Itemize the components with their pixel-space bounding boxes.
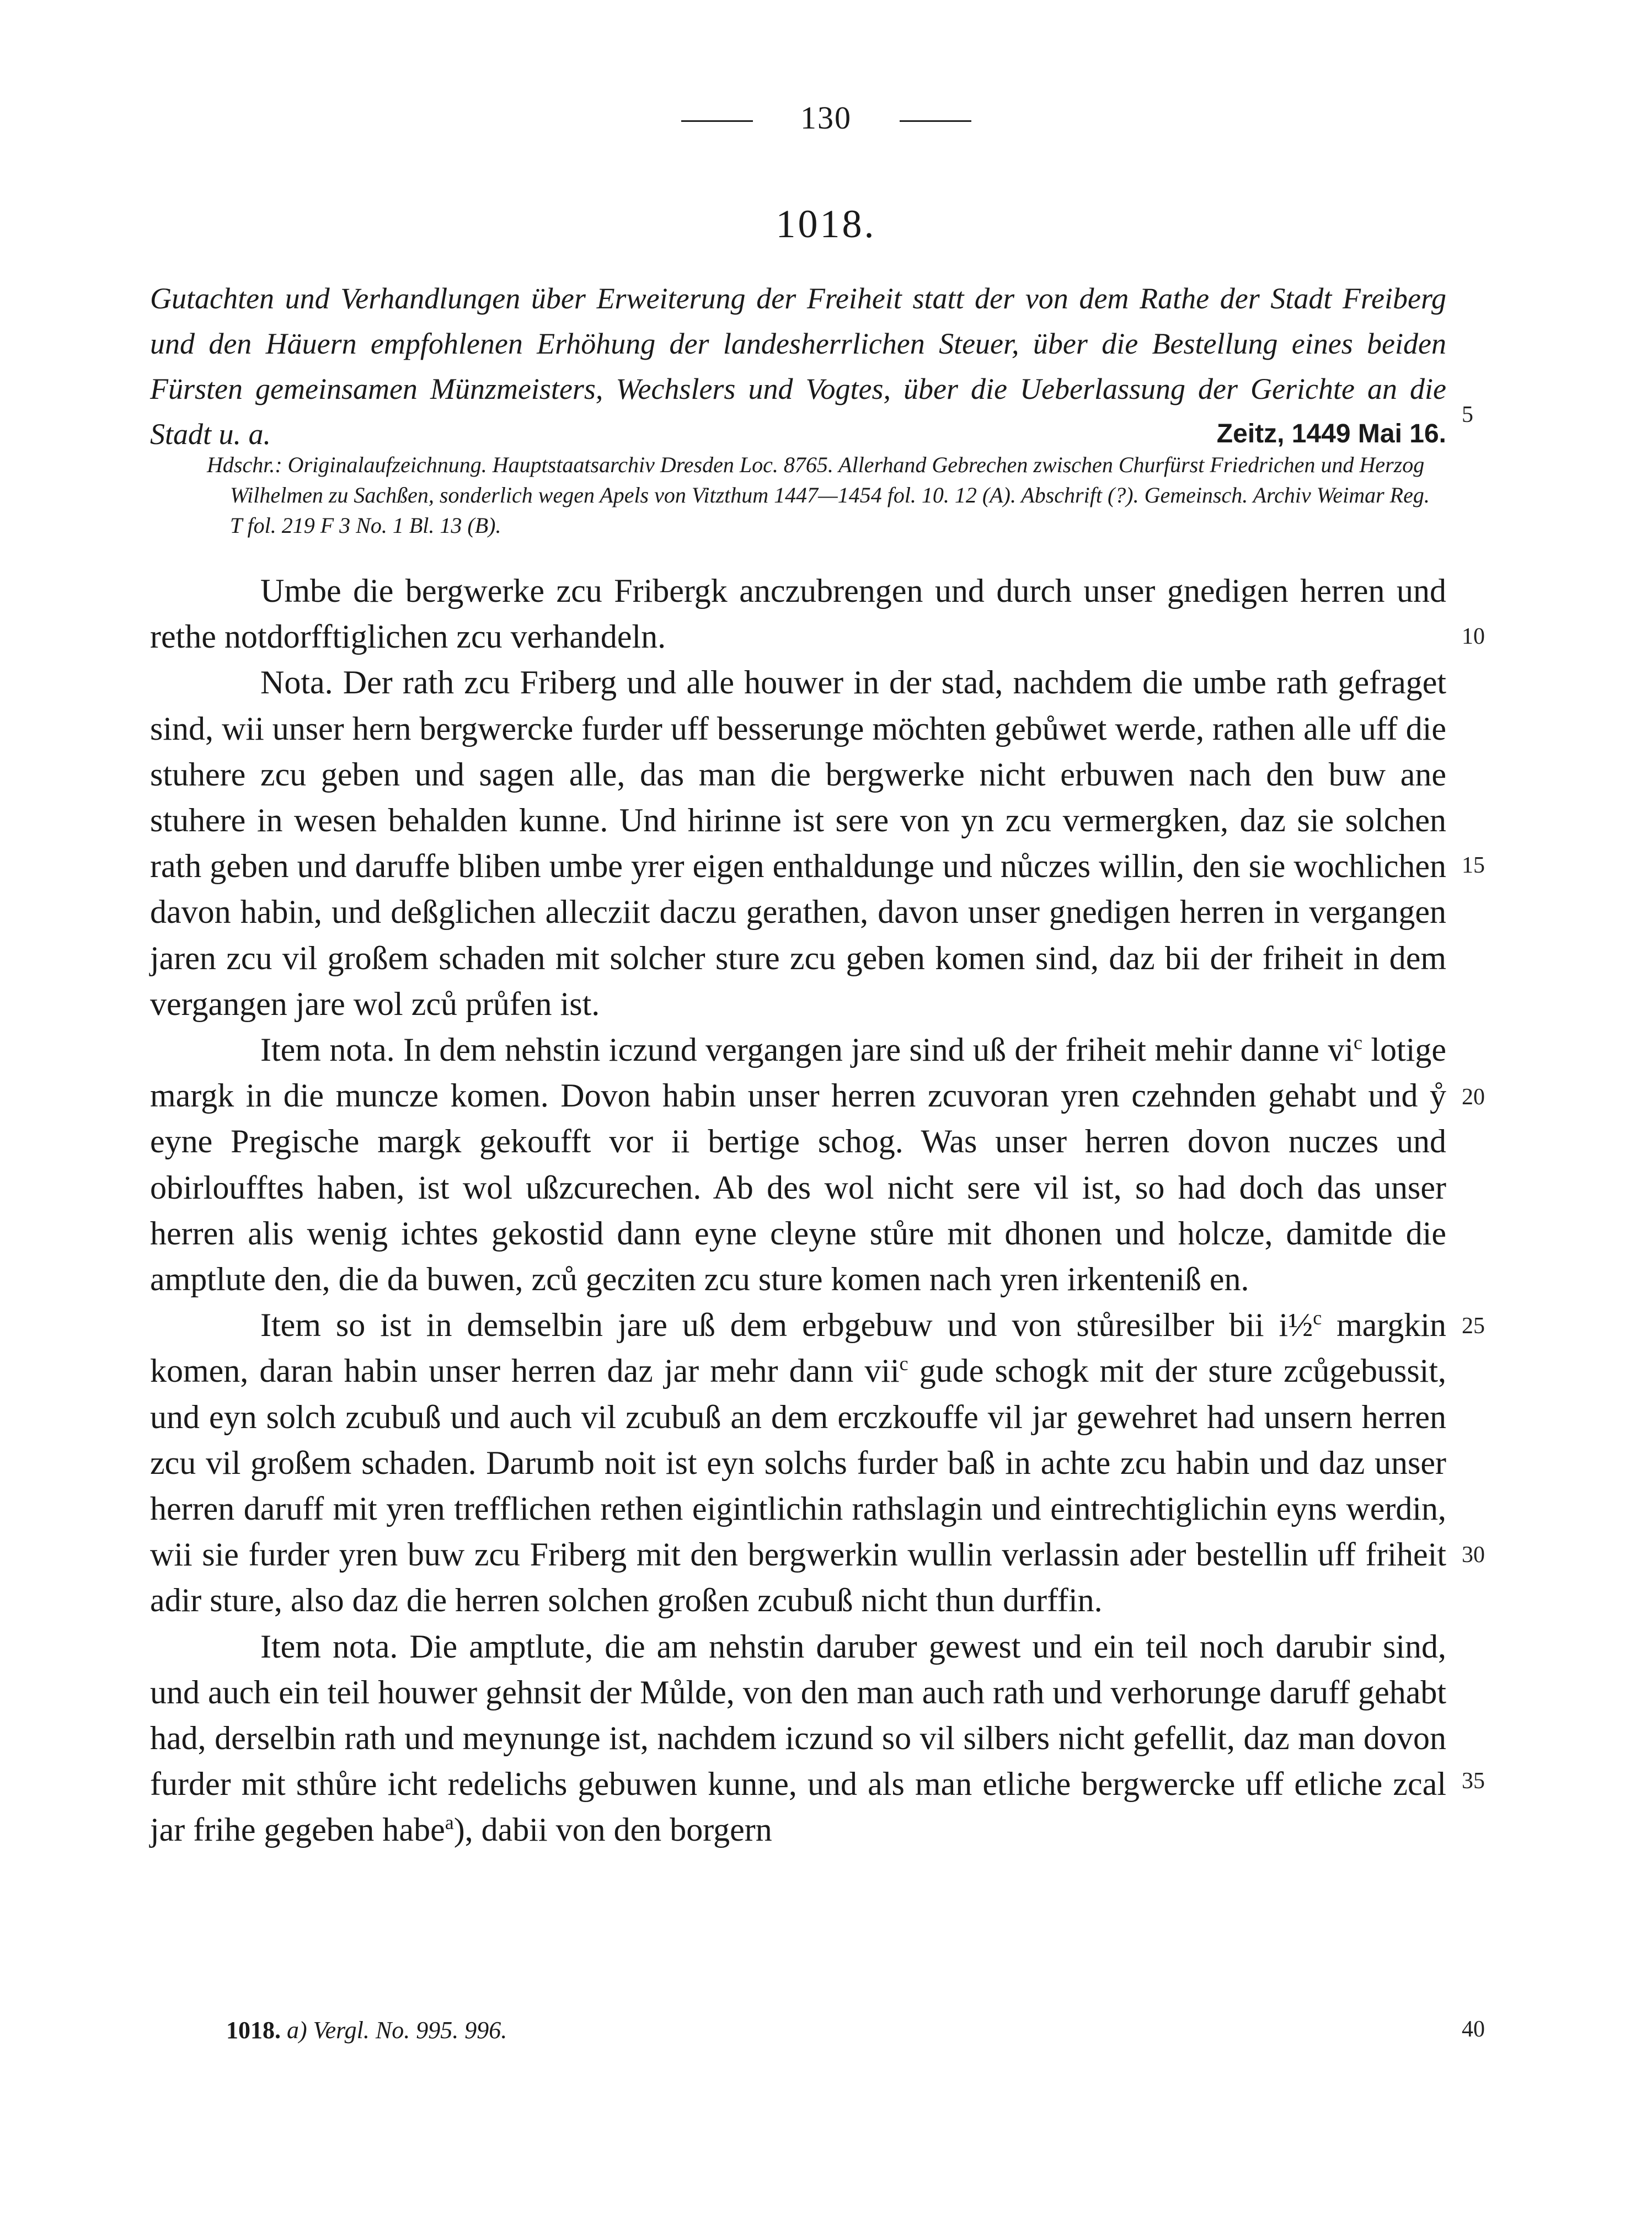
paragraph-2: Nota. Der rath zcu Friberg und alle houwer in der stad, nachdem die umbe rath gefraget sind, wii unser hern bergwercke furder uff besserunge möchten gebůwet werde, rathen alle uff die stuhere zcu geben und sagen alle, das man die bergwerke nicht erbuwen nach den buw ane stuhere in wesen behalden kunne. Und hirinne ist sere von yn zcu vermergken, daz sie solchen rath geben und daruffe bliben umbe yrer eigen enthaldunge und nůczes willin, den sie wochlichen davon habin, und deßglichen allecziit daczu gerathen, davon unser gnedigen herren in vergangen jaren zcu vil großem schaden mit solcher sture zcu geben komen sind, daz bii der friheit in dem vergangen jare wol zců průfen ist. [150,664,1446,1022]
superscript: c [899,1353,908,1375]
paragraph-4-part: gude schogk mit der sture zcůgebussit, und eyn solch zcubuß und auch vil zcubuß an dem erczkouffe vil jar gewehret had unsern herren zcu vil großem schaden. Darumb noit ist eyn solchs furder baß in achte zcu habin und daz unser herren daruff mit yren trefflichen rethen eigintlichin rathslagin und eintrechtiglichin eyns werdin, wii sie furder yren buw zcu Friberg mit den bergwerkin wullin verlassin ader bestellin uff friheit adir sture, also daz die herren solchen großen zcubuß nicht thun durffin. [150,1353,1447,1619]
line-number-15: 15 [1462,853,1485,878]
line-number-25: 25 [1462,1313,1485,1339]
line-number-10: 10 [1462,624,1485,649]
header-rule-left [681,120,753,122]
paragraph-4 [150,1302,1446,1623]
line-number-30: 30 [1462,1542,1485,1568]
line-number-40: 40 [1462,2017,1485,2042]
paragraph-5-part: ), dabii von den borgern [453,1811,772,1848]
regest-date: Zeitz, 1449 Mai 16. [1216,419,1446,448]
paragraph-4-part: margkin komen, daran habin unser herren daz jar mehr dann vii [150,1307,1446,1389]
superscript: c [1313,1307,1322,1329]
superscript: c [1353,1031,1362,1054]
source-apparatus: Hdschr.: Originalaufzeichnung. Hauptstaatsarchiv Dresden Loc. 8765. Allerhand Gebrechen zwischen Churfürst Friedrichen und Herzog Wilhelmen zu Sachßen, sonderlich wegen Apels von Vitzthum 1447—1454 fol. 10. 12 (A). Abschrift (?). Gemeinsch. Archiv Weimar Reg. T fol. 219 F 3 No. 1 Bl. 13 (B). [207,452,1430,538]
header-rule-right [900,120,971,122]
paragraph-3 [150,1027,1446,1302]
regest [150,276,1446,457]
paragraph-3-part: Item nota. In dem nehstin iczund vergangen jare sind uß der friheit mehir danne vi [260,1031,1354,1068]
page-number: 130 [800,100,852,136]
paragraph-3-part: lotige margk in die muncze komen. Dovon habin unser herren zcuvoran yren czehnden gehabt und ẙ eyne Pregische margk gekoufft vor ii bertige schog. Was unser herren dovon nuczes und obirloufftes haben, ist wol ußzcurechen. Ab des wol nicht sere vil ist, so had doch das unser herren alis wenig ichtes gekostid dann eyne cleyne stůre mit dhonen und holcze, damitde die amptlute den, die da buwen, zců gecziten zcu sture komen nach yren irkenteniß en. [150,1031,1446,1298]
paragraph-4-part: Item so ist in demselbin jare uß dem erbgebuw und von stůresilber bii i½ [260,1307,1313,1344]
page-header [0,99,1652,136]
line-number-35: 35 [1462,1768,1485,1794]
document-number: 1018. [776,202,876,246]
paragraph-5-part: Item nota. Die amptlute, die am nehstin daruber gewest und ein teil noch darubir sind, und auch ein teil houwer gehnsit der Můlde, von den man auch rath und verhorunge daruff gehabt had, derselbin rath und meynunge ist, nachdem iczund so vil silbers nicht gefellit, daz man dovon furder mit sthůre icht redelichs gebuwen kunne, und als man etliche bergwercke uff etliche zcal jar frihe gegeben habe [150,1628,1446,1848]
line-number-20: 20 [1462,1084,1485,1110]
paragraph-1: Umbe die bergwerke zcu Fribergk anczubrengen und durch unser gnedigen herren und rethe notdorfftiglichen zcu verhandeln. [150,573,1446,655]
footnote-text: a) Vergl. No. 995. 996. [287,2017,507,2044]
paragraph-5 [150,1624,1446,1853]
footnote-marker: a [445,1811,454,1834]
footnote-number: 1018. [226,2017,281,2044]
line-number-5: 5 [1462,402,1473,427]
footnote [226,2016,507,2044]
regest-text: Gutachten und Verhandlungen über Erweiterung der Freiheit statt der von dem Rathe der Stadt Freiberg und den Häuern empfohlenen Erhöhung der landesherrlichen Steuer, über die Bestellung eines beiden Fürsten gemeinsamen Münzmeisters, Wechslers und Vogtes, über die Ueberlassung der Gerichte an die Stadt u. a. [150,282,1446,451]
main-text [150,568,1446,1853]
